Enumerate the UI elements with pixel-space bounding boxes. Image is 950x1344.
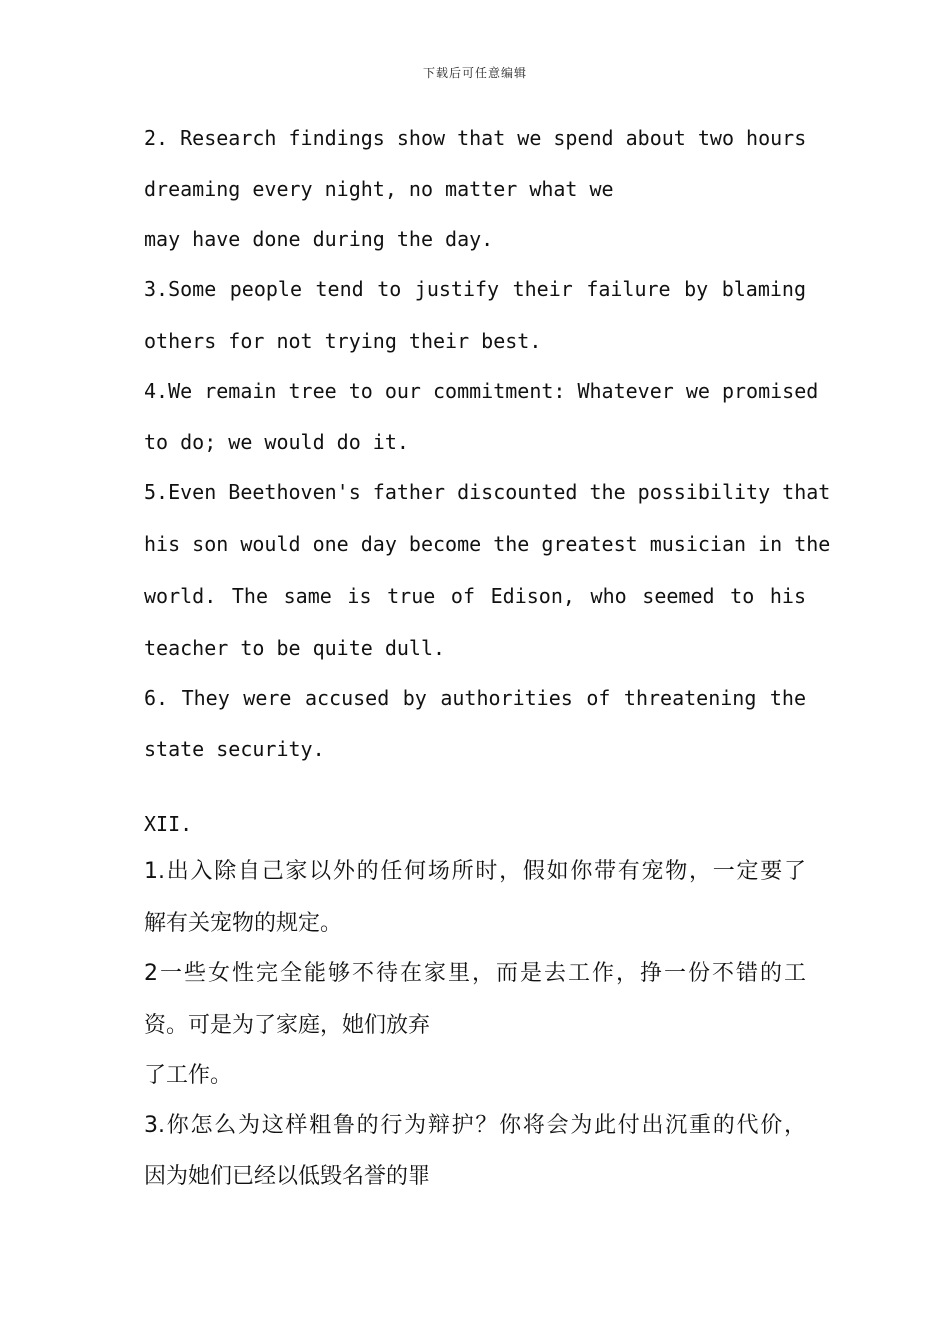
text-line: teacher to be quite dull. [144,636,446,660]
text-line: 3.Some people tend to justify their failure by blaming [144,277,806,301]
text-line: 3.你怎么为这样粗鲁的行为辩护？你将会为此付出沉重的代价， [144,1113,806,1138]
text-line: 4.We remain tree to our commitment: Whatever we promised [144,379,819,403]
section-heading: XII. [144,812,193,836]
text-line: his son would one day become the greatest musician in the [144,532,831,556]
text-line: 2. Research findings show that we spend about two hours [144,126,807,150]
text-line: 1.出入除自己家以外的任何场所时，假如你带有宠物，一定要了 [144,859,806,884]
text-line: 因为她们已经以低毁名誉的罪 [144,1164,431,1189]
text-line: others for not trying their best. [144,329,542,353]
text-line: to do; we would do it. [144,430,409,454]
text-line: 2一些女性完全能够不待在家里，而是去工作，挣一份不错的工 [144,961,806,986]
text-line: world. The same is true of Edison, who seemed to his [144,584,806,608]
text-line: 解有关宠物的规定。 [144,911,343,936]
text-line: 了工作。 [144,1063,233,1088]
text-line: state security. [144,737,325,761]
text-line: dreaming every night, no matter what we [144,177,614,201]
page-header: 下载后可任意编辑 [422,66,527,80]
text-line: 6. They were accused by authorities of threatening the [144,686,806,710]
text-line: may have done during the day. [144,227,494,251]
text-line: 资。可是为了家庭，她们放弃 [144,1013,431,1038]
text-line: 5.Even Beethoven's father discounted the possibility that [144,480,831,504]
